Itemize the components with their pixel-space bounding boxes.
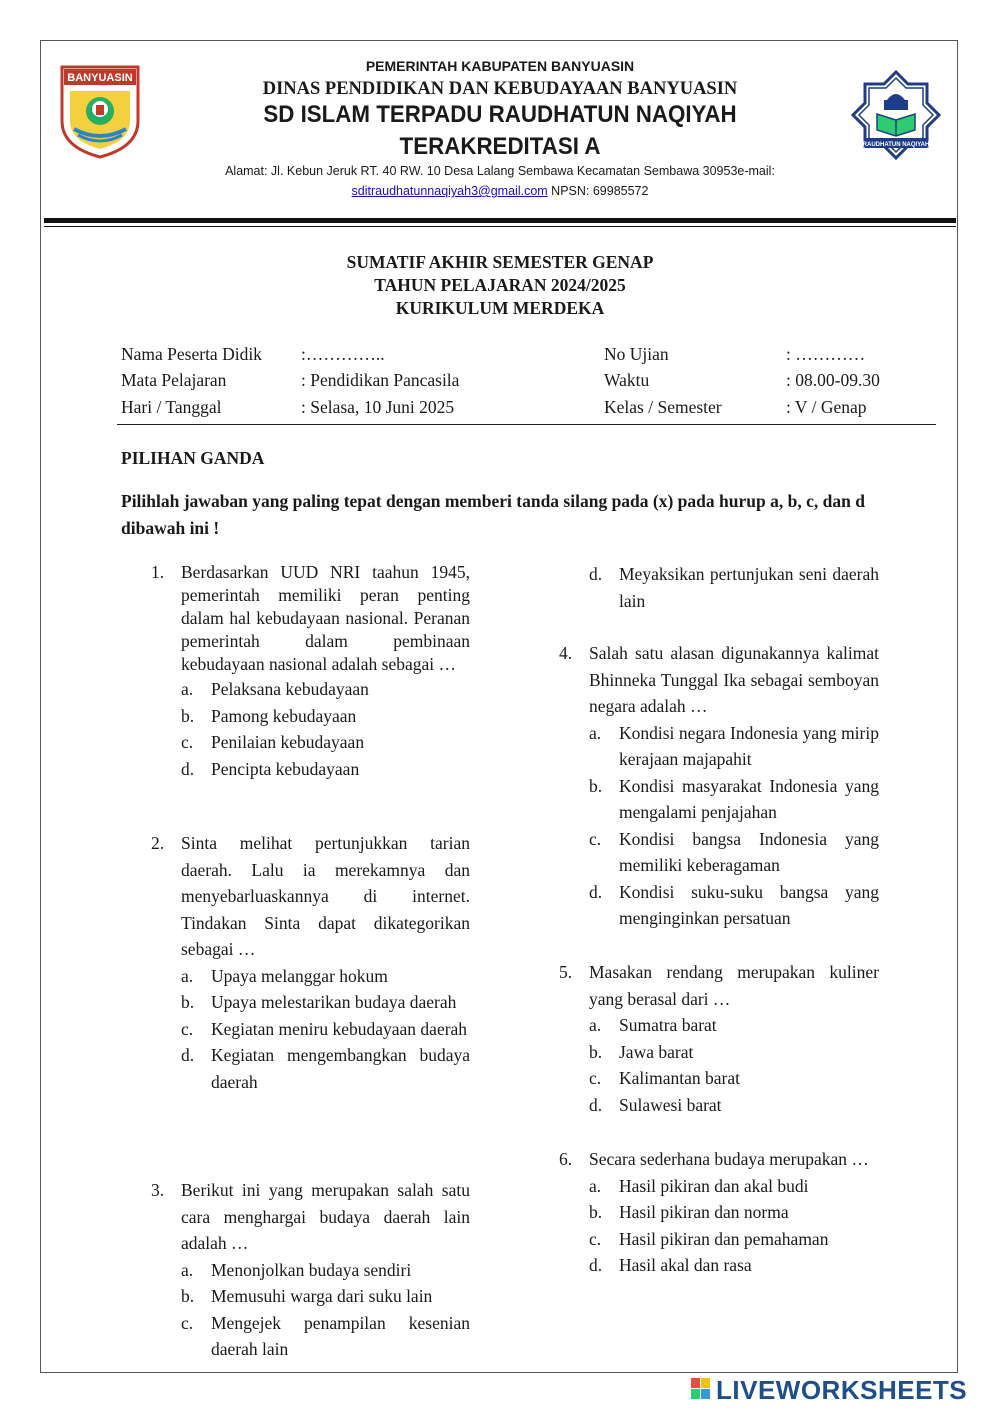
question-text: Masakan rendang merupakan kuliner yang berasal dari …: [589, 962, 879, 1009]
question-number: 3.: [151, 1180, 165, 1200]
option-text: Memusuhi warga dari suku lain: [211, 1286, 433, 1306]
option-text: Pamong kebudayaan: [211, 705, 357, 726]
email-link[interactable]: sditraudhatunnaqiyah3@gmail.com: [351, 184, 548, 198]
question-text: Berikut ini yang merupakan salah satu cara menghargai budaya daerah lain adalah …: [181, 1180, 470, 1253]
option-d[interactable]: [589, 561, 879, 614]
option-b[interactable]: [181, 989, 470, 1016]
option-text: Kegiatan meniru kebudayaan daerah: [211, 1018, 468, 1039]
question-number: 5.: [559, 962, 573, 982]
option-d[interactable]: [589, 879, 879, 932]
header-divider-thick: [44, 218, 956, 223]
option-letter: c.: [589, 1068, 602, 1088]
question-text: Sinta melihat pertunjukkan tarian daerah. Lalu ia merekamnya dan menyebarluaskannya di internet. Tindakan Sinta dapat dikategorikan sebagai …: [181, 833, 470, 959]
day-value: : Selasa, 10 Juni 2025: [301, 397, 455, 417]
exam-title-1: SUMATIF AKHIR SEMESTER GENAP: [346, 252, 654, 272]
option-a[interactable]: [181, 676, 470, 703]
question-3: [151, 1177, 470, 1363]
exam-no-label: No Ujian: [604, 344, 669, 364]
option-letter: d.: [181, 1045, 195, 1065]
option-b[interactable]: [181, 1283, 470, 1310]
option-d[interactable]: [181, 756, 470, 783]
question-text: Salah satu alasan digunakannya kalimat Bhinneka Tunggal Ika sebagai semboyan negara adalah …: [589, 643, 879, 716]
option-letter: d.: [589, 1094, 603, 1115]
option-c[interactable]: [589, 826, 879, 879]
option-d[interactable]: [181, 1042, 470, 1095]
subject-value: : Pendidikan Pancasila: [301, 370, 460, 390]
question-2: [151, 830, 470, 1095]
class-value: : V / Genap: [786, 397, 867, 417]
option-text: Kalimantan barat: [619, 1068, 740, 1088]
option-letter: c.: [181, 1312, 194, 1333]
liveworksheets-watermark: LIVEWORKSHEETS: [716, 1375, 968, 1405]
option-a[interactable]: [181, 963, 470, 990]
dept-heading: DINAS PENDIDIKAN DAN KEBUDAYAAN BANYUASIN: [262, 79, 738, 99]
address-line: Alamat: Jl. Kebun Jeruk RT. 40 RW. 10 Desa Lalang Sembawa Kecamatan Sembawa 30953e-mail:: [225, 164, 775, 178]
option-text: Pelaksana kebudayaan: [211, 679, 369, 699]
school-logo-icon: [851, 70, 941, 160]
option-letter: a.: [589, 1015, 602, 1035]
option-b[interactable]: [589, 773, 879, 826]
exam-no-value: : …………: [786, 344, 866, 364]
option-c[interactable]: [181, 1016, 470, 1043]
option-c[interactable]: [589, 1226, 879, 1253]
option-letter: b.: [181, 705, 195, 726]
option-text: Jawa barat: [619, 1041, 694, 1062]
question-stem: [559, 640, 879, 720]
option-text: Penilaian kebudayaan: [211, 732, 365, 752]
option-letter: b.: [589, 1202, 603, 1222]
question-stem: [151, 561, 470, 676]
option-a[interactable]: [181, 1257, 470, 1284]
question-3-continued: [589, 561, 879, 614]
question-number: 4.: [559, 643, 573, 663]
option-d[interactable]: [589, 1092, 879, 1119]
option-b[interactable]: [181, 703, 470, 730]
question-number: 2.: [151, 833, 165, 853]
name-value: :…………..: [301, 344, 385, 364]
option-text: Kegiatan mengembangkan budaya daerah: [211, 1045, 470, 1092]
option-text: Mengejek penampilan kesenian daerah lain: [211, 1312, 470, 1359]
option-letter: b.: [589, 775, 603, 796]
option-letter: a.: [181, 679, 194, 699]
option-c[interactable]: [181, 1310, 470, 1363]
question-6: [559, 1146, 879, 1279]
option-text: Upaya melanggar hokum: [211, 965, 388, 986]
option-letter: b.: [181, 992, 195, 1012]
question-stem: [151, 830, 470, 963]
option-text: Kondisi suku-suku bangsa yang menginginkan persatuan: [619, 881, 879, 928]
option-letter: d.: [589, 881, 603, 902]
option-letter: d.: [589, 1255, 603, 1275]
option-text: Kondisi bangsa Indonesia yang memiliki keberagaman: [619, 828, 879, 875]
option-text: Sulawesi barat: [619, 1094, 722, 1115]
option-c[interactable]: [589, 1065, 879, 1092]
info-divider: [117, 424, 936, 425]
question-number: 1.: [151, 562, 165, 582]
section-title: PILIHAN GANDA: [121, 448, 265, 468]
time-label: Waktu: [604, 370, 650, 390]
option-text: Hasil pikiran dan akal budi: [619, 1175, 809, 1196]
option-text: Pencipta kebudayaan: [211, 758, 360, 779]
option-text: Meyaksikan pertunjukan seni daerah lain: [619, 564, 879, 611]
option-letter: c.: [181, 1018, 194, 1039]
question-text: Secara sederhana budaya merupakan …: [589, 1149, 869, 1169]
option-text: Menonjolkan budaya sendiri: [211, 1259, 412, 1280]
question-stem: [151, 1177, 470, 1257]
option-text: Hasil pikiran dan norma: [619, 1202, 789, 1222]
question-1: [151, 561, 470, 782]
option-letter: c.: [181, 732, 194, 752]
logo-right-text: RAUDHATUN NAQIYAH: [862, 142, 930, 148]
logo-left-text: BANYUASIN: [67, 72, 133, 84]
option-text: Sumatra barat: [619, 1015, 717, 1035]
option-c[interactable]: [181, 729, 470, 756]
option-d[interactable]: [589, 1252, 879, 1279]
option-letter: c.: [589, 1228, 602, 1249]
option-a[interactable]: [589, 1173, 879, 1200]
banyuasin-logo-icon: [58, 63, 142, 159]
school-heading: SD ISLAM TERPADU RAUDHATUN NAQIYAH: [263, 101, 737, 128]
instruction-text: Pilihlah jawaban yang paling tepat dengan memberi tanda silang pada (x) pada hurup a, b, c, dan d dibawah ini !: [121, 491, 865, 538]
contact-line: [150, 184, 850, 198]
option-a[interactable]: [589, 720, 879, 773]
question-stem: [559, 1146, 879, 1173]
exam-title-3: KURIKULUM MERDEKA: [395, 298, 605, 318]
option-letter: b.: [181, 1286, 195, 1306]
day-label: Hari / Tanggal: [121, 397, 222, 417]
option-text: Kondisi masyarakat Indonesia yang mengalami penjajahan: [619, 775, 879, 822]
option-text: Hasil akal dan rasa: [619, 1255, 752, 1275]
option-text: Upaya melestarikan budaya daerah: [211, 992, 457, 1012]
option-letter: a.: [589, 722, 602, 743]
option-letter: b.: [589, 1041, 603, 1062]
header-divider-thin: [44, 226, 956, 227]
option-text: Hasil pikiran dan pemahaman: [619, 1228, 829, 1249]
liveworksheets-logo-icon: [691, 1378, 711, 1400]
option-b[interactable]: [589, 1199, 879, 1226]
question-5: [559, 959, 879, 1118]
option-letter: a.: [589, 1175, 602, 1196]
option-b[interactable]: [589, 1039, 879, 1066]
npsn-text: NPSN: 69985572: [547, 184, 649, 198]
option-letter: a.: [181, 1259, 194, 1280]
option-letter: c.: [589, 828, 602, 849]
option-letter: d.: [181, 758, 195, 779]
question-text: Berdasarkan UUD NRI taahun 1945, pemerintah memiliki peran penting dalam hal kebudayaan nasional. Peranan pemerintah dalam pembinaan kebudayaan nasional adalah sebagai …: [181, 562, 470, 674]
option-text: Kondisi negara Indonesia yang mirip kerajaan majapahit: [619, 722, 879, 769]
question-number: 6.: [559, 1149, 573, 1169]
gov-heading: PEMERINTAH KABUPATEN BANYUASIN: [365, 58, 635, 74]
option-letter: a.: [181, 965, 194, 986]
time-value: : 08.00-09.30: [786, 370, 880, 390]
name-label: Nama Peserta Didik: [121, 344, 262, 364]
accreditation-heading: TERAKREDITASI A: [399, 133, 601, 160]
question-4: [559, 640, 879, 932]
question-stem: [559, 959, 879, 1012]
option-letter: d.: [589, 564, 603, 584]
exam-title-2: TAHUN PELAJARAN 2024/2025: [374, 275, 626, 295]
option-a[interactable]: [589, 1012, 879, 1039]
class-label: Kelas / Semester: [604, 397, 722, 417]
subject-label: Mata Pelajaran: [121, 370, 227, 390]
